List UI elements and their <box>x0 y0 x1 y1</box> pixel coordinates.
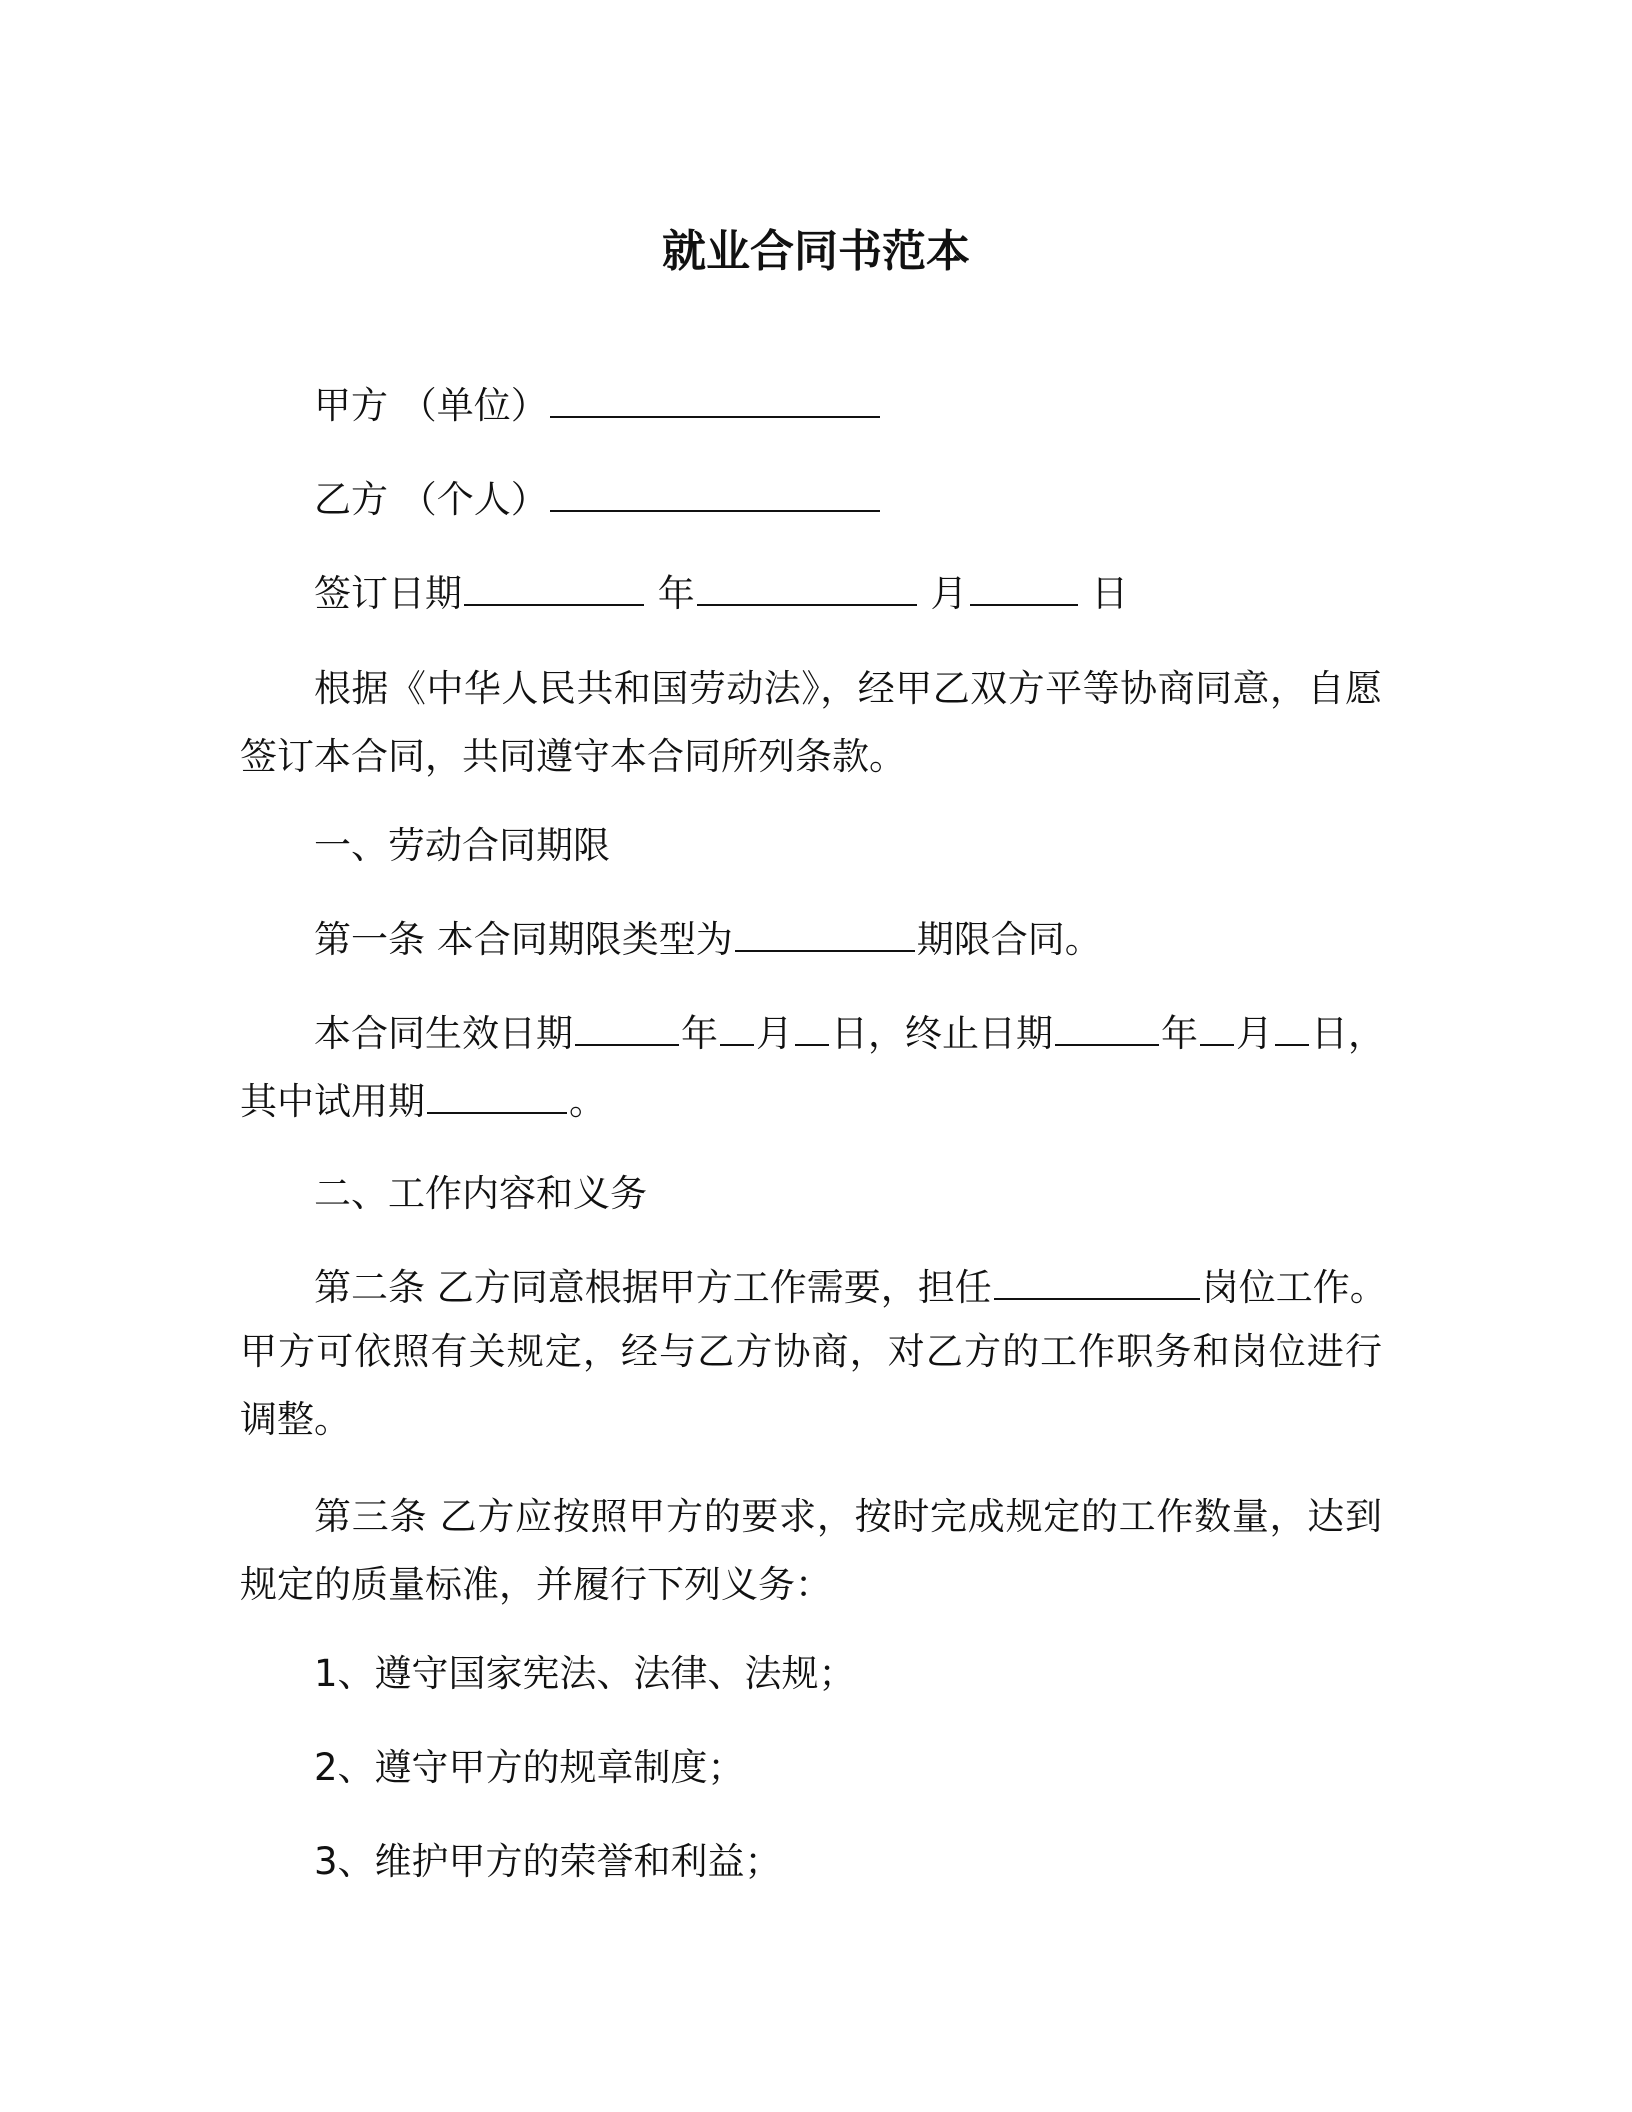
effective-day-blank[interactable] <box>795 1008 829 1046</box>
list-item: 3、维护甲方的荣誉和利益； <box>314 1840 782 1883</box>
termination-month-blank[interactable] <box>1200 1008 1234 1046</box>
effective-year-blank[interactable] <box>575 1008 679 1046</box>
party-a-label: 甲方 （单位） <box>314 384 548 427</box>
article2-rest: 甲方可依照有关规定，经与乙方协商，对乙方的工作职务和岗位进行调整。 <box>240 1330 1382 1441</box>
sign-day-label: 日 <box>1091 572 1129 615</box>
effective-year-label: 年 <box>681 1012 718 1055</box>
probation-label: 其中试用期 <box>240 1080 425 1123</box>
party-a-line <box>314 378 1394 434</box>
probation-blank[interactable] <box>427 1076 567 1114</box>
contract-type-blank[interactable] <box>735 914 915 952</box>
sign-year-blank[interactable] <box>464 568 644 606</box>
position-blank[interactable] <box>994 1262 1200 1300</box>
probation-end: 。 <box>569 1080 606 1123</box>
list-item: 1、遵守国家宪法、法律、法规； <box>314 1652 856 1695</box>
section2-heading: 二、工作内容和义务 <box>314 1172 647 1215</box>
sign-year-label: 年 <box>657 572 695 615</box>
article2-text-b: 岗位工作。 <box>1201 1266 1387 1309</box>
sign-day-blank[interactable] <box>970 568 1078 606</box>
termination-day-label: 日， <box>1311 1012 1385 1055</box>
party-b-line <box>314 472 1394 528</box>
termination-label: 日，终止日期 <box>831 1012 1053 1055</box>
article3-paragraph: 第三条 乙方应按照甲方的要求，按时完成规定的工作数量，达到规定的质量标准，并履行下列义务： <box>240 1495 1382 1606</box>
sign-date-label: 签订日期 <box>314 572 462 615</box>
effective-month-label: 月 <box>756 1012 793 1055</box>
probation-line <box>240 1074 1380 1130</box>
party-a-blank[interactable] <box>550 380 880 418</box>
sign-month-blank[interactable] <box>697 568 917 606</box>
document-title: 就业合同书范本 <box>662 226 970 277</box>
termination-year-blank[interactable] <box>1055 1008 1159 1046</box>
termination-year-label: 年 <box>1161 1012 1198 1055</box>
intro-paragraph: 根据《中华人民共和国劳动法》，经甲乙双方平等协商同意，自愿签订本合同，共同遵守本合同所列条款。 <box>240 667 1382 778</box>
list-item: 2、遵守甲方的规章制度； <box>314 1746 745 1789</box>
sign-month-label: 月 <box>930 572 968 615</box>
effective-date-line <box>314 1006 1394 1062</box>
termination-day-blank[interactable] <box>1275 1008 1309 1046</box>
termination-month-label: 月 <box>1236 1012 1273 1055</box>
article1-line <box>314 912 1394 968</box>
article1-text-a: 第一条 本合同期限类型为 <box>314 918 733 961</box>
article2-text-a: 第二条 乙方同意根据甲方工作需要，担任 <box>314 1266 992 1309</box>
party-b-label: 乙方 （个人） <box>314 478 548 521</box>
section1-heading: 一、劳动合同期限 <box>314 824 610 867</box>
article1-text-b: 期限合同。 <box>916 918 1102 961</box>
article2-line <box>314 1260 1394 1316</box>
sign-date-line <box>314 566 1394 622</box>
effective-label: 本合同生效日期 <box>314 1012 573 1055</box>
effective-month-blank[interactable] <box>720 1008 754 1046</box>
party-b-blank[interactable] <box>550 474 880 512</box>
